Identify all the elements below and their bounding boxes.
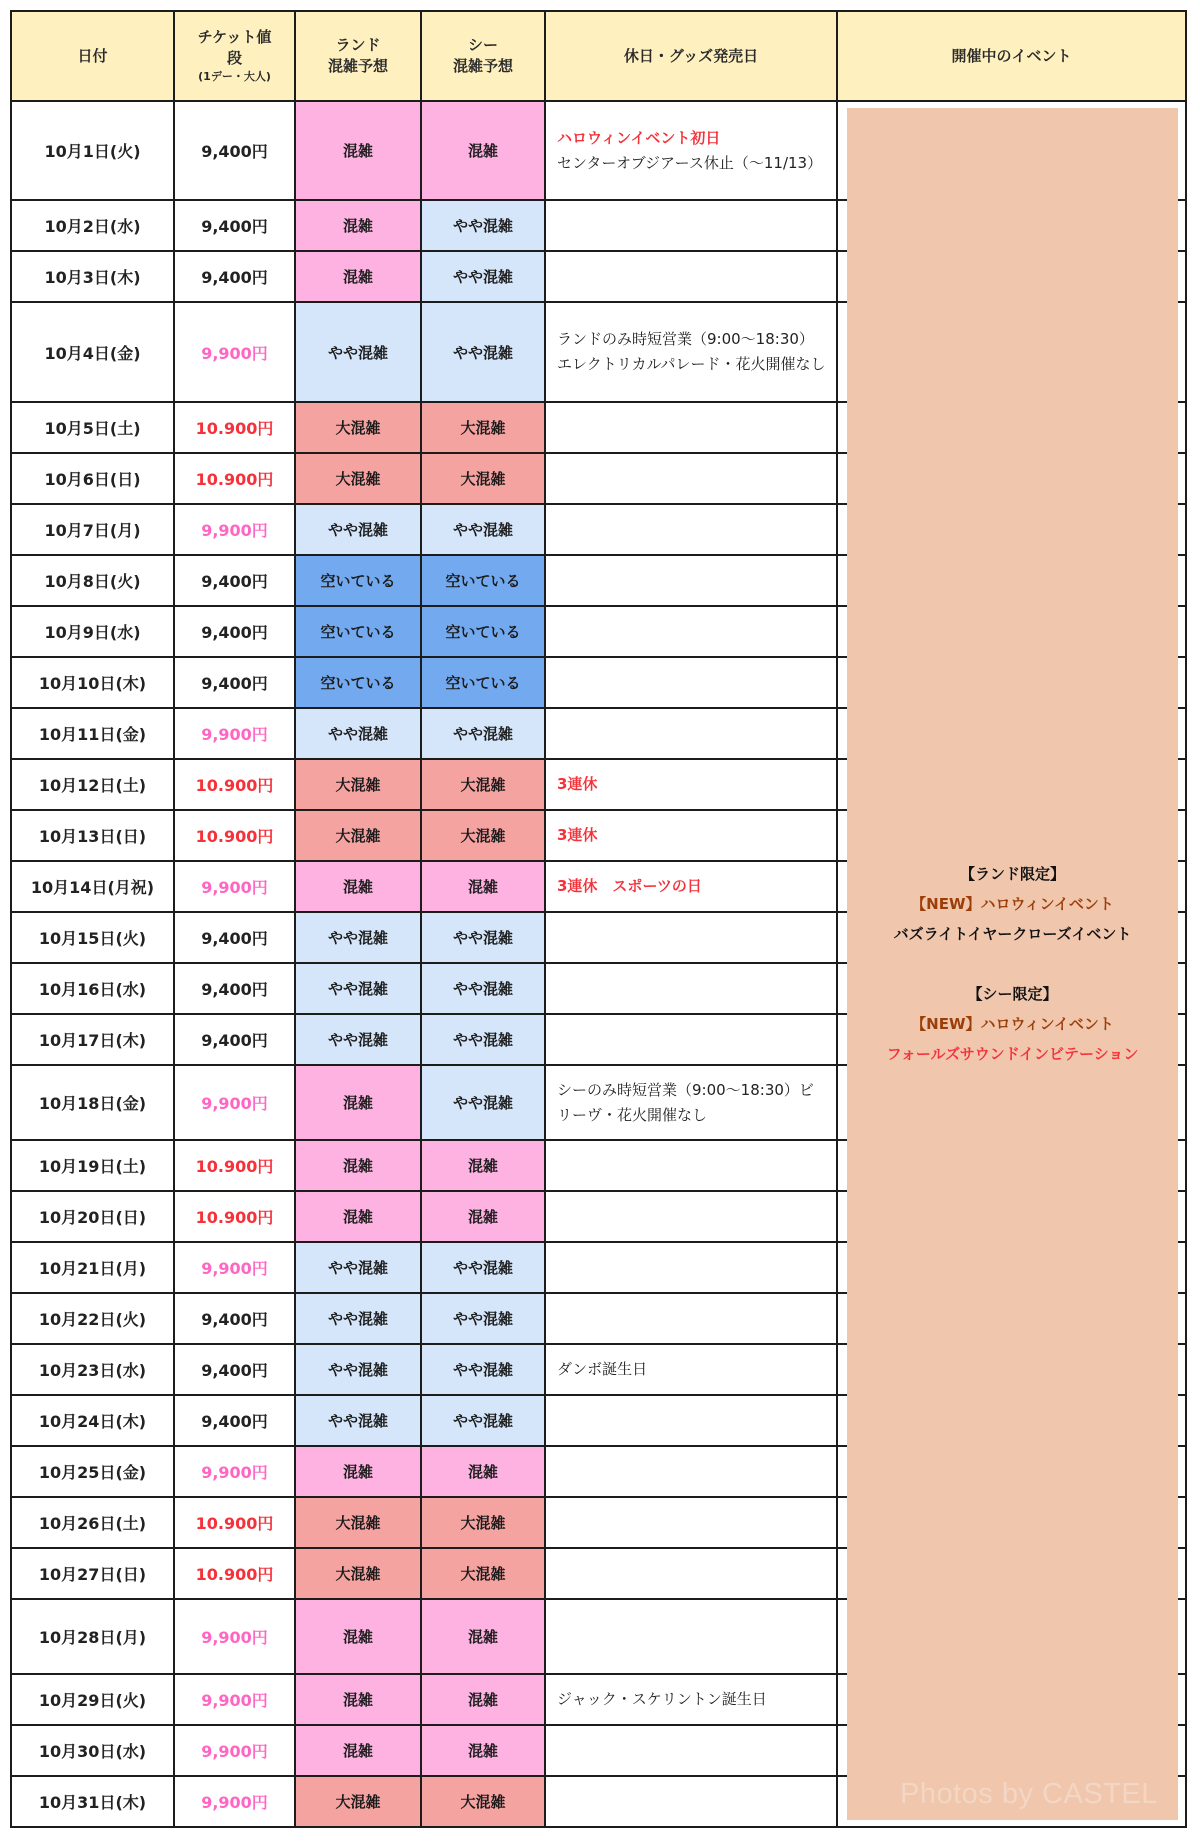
header-notes [545, 11, 837, 101]
holiday-goods-cell [545, 912, 837, 963]
sea-crowd-cell: やや混雑 [421, 912, 545, 963]
holiday-goods-cell [545, 1014, 837, 1065]
note-text: センターオブジアース休止（～11/13） [557, 153, 823, 172]
ongoing-events-panel [847, 108, 1178, 1820]
holiday-goods-cell [545, 810, 837, 861]
ticket-price-cell: 9,400円 [174, 1014, 295, 1065]
holiday-goods-cell [545, 1674, 837, 1725]
land-crowd-cell: 混雑 [295, 251, 421, 302]
date-cell: 10月21日(月) [11, 1242, 174, 1293]
sea-crowd-cell: やや混雑 [421, 1395, 545, 1446]
header-land-line2: 混雑予想 [327, 57, 388, 75]
ticket-price-cell: 10.900円 [174, 1497, 295, 1548]
date-cell: 10月7日(月) [11, 504, 174, 555]
ticket-price-cell: 9,900円 [174, 1446, 295, 1497]
holiday-goods-cell [545, 555, 837, 606]
sea-crowd-cell: 大混雑 [421, 759, 545, 810]
holiday-goods-cell [545, 200, 837, 251]
land-crowd-cell: 混雑 [295, 101, 421, 200]
land-crowd-cell: やや混雑 [295, 504, 421, 555]
ticket-price-cell: 9,900円 [174, 302, 295, 402]
date-cell: 10月19日(土) [11, 1140, 174, 1191]
date-cell: 10月12日(土) [11, 759, 174, 810]
event-new-label: 【NEW】ハロウィンイベント [911, 895, 1114, 913]
land-crowd-cell: 大混雑 [295, 1776, 421, 1827]
ticket-price-cell: 9,900円 [174, 1242, 295, 1293]
sea-crowd-cell: やや混雑 [421, 1242, 545, 1293]
land-crowd-cell: 混雑 [295, 861, 421, 912]
sea-crowd-cell: やや混雑 [421, 1065, 545, 1140]
ticket-price-cell: 10.900円 [174, 1140, 295, 1191]
date-cell: 10月24日(木) [11, 1395, 174, 1446]
event-text: 【シー限定】 [967, 985, 1058, 1003]
sea-crowd-cell: 混雑 [421, 1674, 545, 1725]
sea-crowd-cell: 大混雑 [421, 810, 545, 861]
holiday-goods-cell [545, 453, 837, 504]
holiday-goods-cell [545, 1344, 837, 1395]
date-cell: 10月10日(木) [11, 657, 174, 708]
land-crowd-cell: 混雑 [295, 1065, 421, 1140]
holiday-goods-cell [545, 251, 837, 302]
header-notes-label: 休日・グッズ発売日 [623, 46, 759, 65]
land-crowd-cell: 混雑 [295, 1446, 421, 1497]
header-land-line1: ランド [335, 36, 381, 54]
land-crowd-cell: やや混雑 [295, 1293, 421, 1344]
holiday-goods-cell [545, 1395, 837, 1446]
ticket-price-cell: 9,900円 [174, 708, 295, 759]
ticket-price-cell: 10.900円 [174, 1191, 295, 1242]
note-text: ランドのみ時短営業（9:00～18:30）エレクトリカルパレード・花火開催なし [557, 330, 826, 373]
land-crowd-cell: 混雑 [295, 1191, 421, 1242]
holiday-goods-cell [545, 1725, 837, 1776]
note-highlight: ハロウィンイベント初日 [557, 128, 721, 147]
land-crowd-cell: 大混雑 [295, 759, 421, 810]
sea-crowd-cell: やや混雑 [421, 708, 545, 759]
date-cell: 10月8日(火) [11, 555, 174, 606]
land-crowd-cell: 混雑 [295, 1725, 421, 1776]
note-highlight: 3連休 [557, 775, 598, 793]
note-highlight: 3連休 スポーツの日 [557, 877, 702, 895]
ticket-price-cell: 9,900円 [174, 861, 295, 912]
sea-crowd-cell: 混雑 [421, 101, 545, 200]
land-crowd-cell: 大混雑 [295, 453, 421, 504]
event-text: 【ランド限定】 [959, 865, 1065, 883]
sea-crowd-cell: やや混雑 [421, 1293, 545, 1344]
sea-crowd-cell: やや混雑 [421, 1344, 545, 1395]
date-cell: 10月4日(金) [11, 302, 174, 402]
holiday-goods-cell [545, 1293, 837, 1344]
ticket-price-cell: 10.900円 [174, 1548, 295, 1599]
ticket-price-cell: 9,400円 [174, 101, 295, 200]
land-crowd-cell: 空いている [295, 606, 421, 657]
sea-crowd-cell: 混雑 [421, 1140, 545, 1191]
sea-crowd-cell: 混雑 [421, 1191, 545, 1242]
land-crowd-cell: 空いている [295, 657, 421, 708]
holiday-goods-cell [545, 1065, 837, 1140]
holiday-goods-cell [545, 657, 837, 708]
date-cell: 10月20日(日) [11, 1191, 174, 1242]
header-sea-line2: 混雑予想 [452, 57, 513, 75]
land-crowd-cell: やや混雑 [295, 1395, 421, 1446]
sea-crowd-cell: 混雑 [421, 1725, 545, 1776]
ticket-price-cell: 10.900円 [174, 402, 295, 453]
date-cell: 10月26日(土) [11, 1497, 174, 1548]
holiday-goods-cell [545, 1548, 837, 1599]
sea-crowd-cell: やや混雑 [421, 302, 545, 402]
land-crowd-cell: 大混雑 [295, 1548, 421, 1599]
holiday-goods-cell [545, 1497, 837, 1548]
date-cell: 10月1日(火) [11, 101, 174, 200]
land-crowd-cell: 混雑 [295, 1599, 421, 1674]
note-text: ダンボ誕生日 [557, 1360, 648, 1378]
ticket-price-cell: 9,400円 [174, 963, 295, 1014]
sea-crowd-cell: やや混雑 [421, 504, 545, 555]
ticket-price-cell: 9,900円 [174, 1674, 295, 1725]
note-text: ジャック・スケリントン誕生日 [557, 1690, 767, 1708]
date-cell: 10月14日(月祝) [11, 861, 174, 912]
holiday-goods-cell [545, 302, 837, 402]
sea-crowd-cell: 大混雑 [421, 1776, 545, 1827]
holiday-goods-cell [545, 402, 837, 453]
event-highlight: フォールズサウンドインビテーション [886, 1045, 1139, 1063]
ticket-price-cell: 10.900円 [174, 759, 295, 810]
land-crowd-cell: 混雑 [295, 200, 421, 251]
header-price-sub: (1デー・大人) [198, 70, 271, 83]
ticket-price-cell: 9,400円 [174, 606, 295, 657]
date-cell: 10月13日(日) [11, 810, 174, 861]
ticket-price-cell: 9,400円 [174, 657, 295, 708]
date-cell: 10月15日(火) [11, 912, 174, 963]
ticket-price-cell: 9,400円 [174, 1395, 295, 1446]
header-land-crowd [295, 11, 421, 101]
watermark: Photos by CASTEL [900, 1778, 1158, 1810]
date-cell: 10月25日(金) [11, 1446, 174, 1497]
date-cell: 10月22日(火) [11, 1293, 174, 1344]
header-events [837, 11, 1186, 101]
holiday-goods-cell [545, 759, 837, 810]
ticket-price-cell: 9,900円 [174, 504, 295, 555]
header-price [174, 11, 295, 101]
date-cell: 10月6日(日) [11, 453, 174, 504]
date-cell: 10月9日(水) [11, 606, 174, 657]
holiday-goods-cell [545, 504, 837, 555]
land-crowd-cell: やや混雑 [295, 963, 421, 1014]
date-cell: 10月3日(木) [11, 251, 174, 302]
holiday-goods-cell [545, 708, 837, 759]
land-crowd-cell: やや混雑 [295, 708, 421, 759]
sea-crowd-cell: 大混雑 [421, 1548, 545, 1599]
sea-crowd-cell: 空いている [421, 657, 545, 708]
note-highlight: 3連休 [557, 826, 598, 844]
date-cell: 10月29日(火) [11, 1674, 174, 1725]
ticket-price-cell: 9,900円 [174, 1065, 295, 1140]
land-crowd-cell: やや混雑 [295, 912, 421, 963]
date-cell: 10月16日(水) [11, 963, 174, 1014]
ticket-price-cell: 9,400円 [174, 1344, 295, 1395]
land-crowd-cell: やや混雑 [295, 1344, 421, 1395]
holiday-goods-cell [545, 1446, 837, 1497]
event-new-label: 【NEW】ハロウィンイベント [911, 1015, 1114, 1033]
date-cell: 10月27日(日) [11, 1548, 174, 1599]
ticket-price-cell: 9,900円 [174, 1599, 295, 1674]
land-crowd-cell: やや混雑 [295, 1014, 421, 1065]
header-sea-crowd [421, 11, 545, 101]
land-crowd-cell: 混雑 [295, 1674, 421, 1725]
holiday-goods-cell [545, 1140, 837, 1191]
land-crowd-cell: 大混雑 [295, 810, 421, 861]
header-row [11, 11, 1186, 101]
land-crowd-cell: 空いている [295, 555, 421, 606]
date-cell: 10月30日(水) [11, 1725, 174, 1776]
sea-crowd-cell: 混雑 [421, 861, 545, 912]
ticket-price-cell: 9,400円 [174, 200, 295, 251]
holiday-goods-cell [545, 1191, 837, 1242]
sea-crowd-cell: やや混雑 [421, 251, 545, 302]
header-date-label: 日付 [77, 46, 108, 65]
holiday-goods-cell [545, 1776, 837, 1827]
event-text: バズライトイヤークローズイベント [893, 925, 1132, 943]
holiday-goods-cell [545, 861, 837, 912]
sea-crowd-cell: 混雑 [421, 1446, 545, 1497]
sea-crowd-cell: やや混雑 [421, 963, 545, 1014]
date-cell: 10月11日(金) [11, 708, 174, 759]
land-crowd-cell: やや混雑 [295, 1242, 421, 1293]
ticket-price-cell: 9,900円 [174, 1776, 295, 1827]
date-cell: 10月17日(木) [11, 1014, 174, 1065]
header-price-label: チケット値段 [197, 28, 272, 67]
sea-crowd-cell: 空いている [421, 555, 545, 606]
header-sea-line1: シー [467, 36, 498, 54]
holiday-goods-cell [545, 963, 837, 1014]
date-cell: 10月2日(水) [11, 200, 174, 251]
land-crowd-cell: 大混雑 [295, 1497, 421, 1548]
ticket-price-cell: 9,900円 [174, 1725, 295, 1776]
sea-crowd-cell: やや混雑 [421, 1014, 545, 1065]
date-cell: 10月18日(金) [11, 1065, 174, 1140]
sea-crowd-cell: 混雑 [421, 1599, 545, 1674]
land-crowd-cell: 大混雑 [295, 402, 421, 453]
ticket-price-cell: 9,400円 [174, 912, 295, 963]
date-cell: 10月31日(木) [11, 1776, 174, 1827]
holiday-goods-cell [545, 606, 837, 657]
ticket-price-cell: 10.900円 [174, 453, 295, 504]
land-crowd-cell: 混雑 [295, 1140, 421, 1191]
sea-crowd-cell: 大混雑 [421, 453, 545, 504]
ticket-price-cell: 9,400円 [174, 1293, 295, 1344]
sea-crowd-cell: 大混雑 [421, 402, 545, 453]
sea-crowd-cell: やや混雑 [421, 200, 545, 251]
sea-crowd-cell: 空いている [421, 606, 545, 657]
holiday-goods-cell [545, 1599, 837, 1674]
note-text: シーのみ時短営業（9:00～18:30）ビリーヴ・花火開催なし [557, 1080, 814, 1124]
ticket-price-cell: 9,400円 [174, 555, 295, 606]
date-cell: 10月23日(水) [11, 1344, 174, 1395]
ticket-price-cell: 10.900円 [174, 810, 295, 861]
sea-crowd-cell: 大混雑 [421, 1497, 545, 1548]
holiday-goods-cell [545, 1242, 837, 1293]
header-events-label: 開催中のイベント [951, 46, 1072, 65]
land-crowd-cell: やや混雑 [295, 302, 421, 402]
ticket-price-cell: 9,400円 [174, 251, 295, 302]
date-cell: 10月5日(土) [11, 402, 174, 453]
holiday-goods-cell [545, 101, 837, 200]
header-date [11, 11, 174, 101]
date-cell: 10月28日(月) [11, 1599, 174, 1674]
